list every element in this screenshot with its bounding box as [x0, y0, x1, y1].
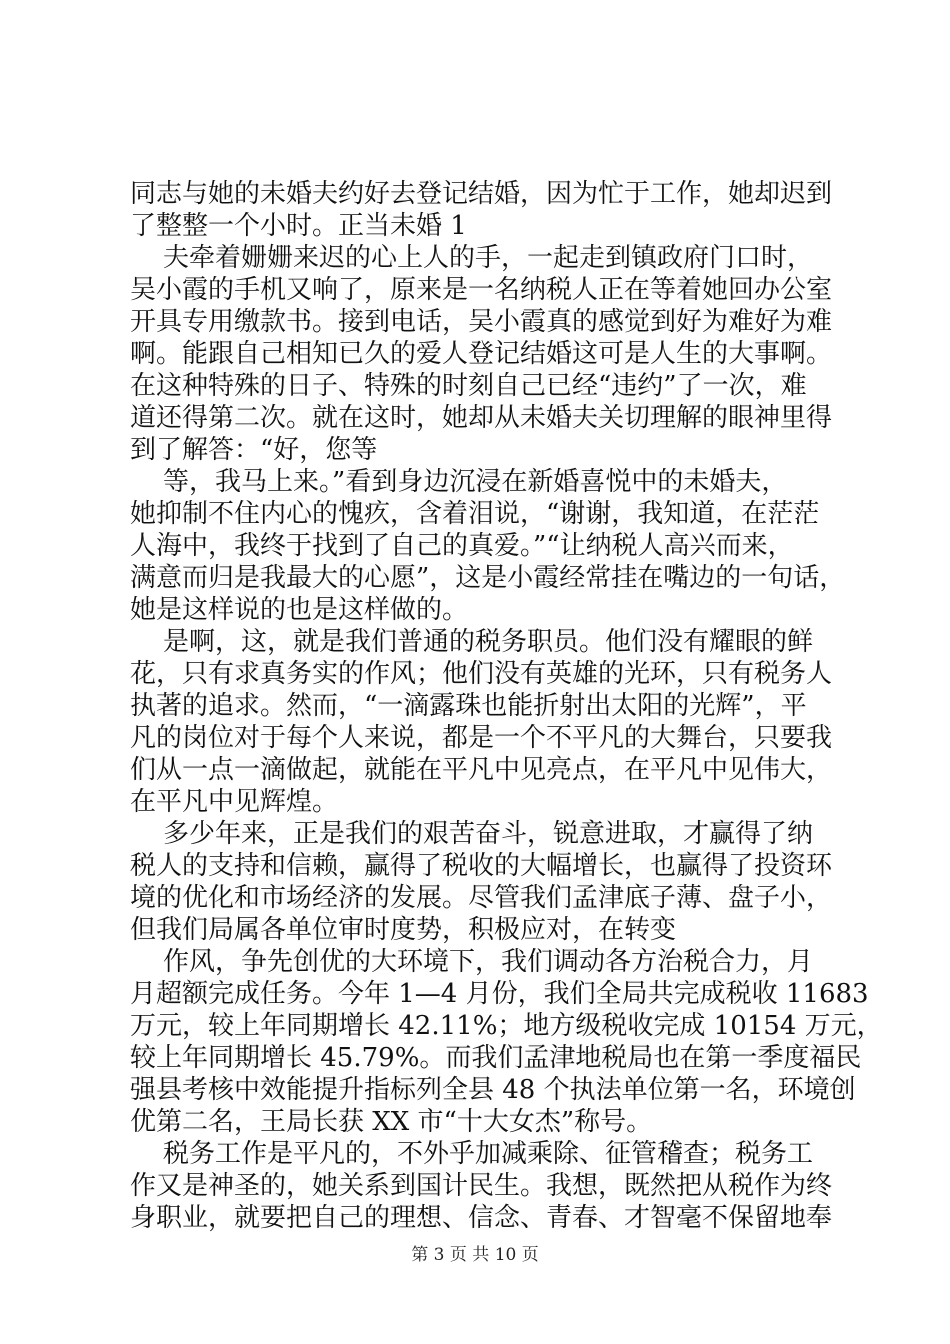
- text-line: 执著的追求。然而，“一滴露珠也能折射出太阳的光辉”，平: [130, 691, 807, 721]
- text-line: 她抑制不住内心的愧疚，含着泪说，“谢谢，我知道，在茫茫: [130, 499, 820, 529]
- body-text: [130, 178, 883, 1234]
- text-line: 同志与她的未婚夫约好去登记结婚，因为忙于工作，她却迟到: [130, 179, 833, 209]
- text-line: 花，只有求真务实的作风；他们没有英雄的光环，只有税务人: [130, 659, 833, 689]
- text-line: 优第二名，王局长获 XX 市“十大女杰”称号。: [130, 1107, 653, 1137]
- text-line: 境的优化和市场经济的发展。尽管我们孟津底子薄、盘子小，: [130, 883, 833, 913]
- text-line: 夫牵着姗姗来迟的心上人的手，一起走到镇政府门口时，: [130, 243, 814, 273]
- text-line: 在这种特殊的日子、特殊的时刻自己已经“违约”了一次，难: [130, 371, 807, 401]
- text-line: 强县考核中效能提升指标列全县 48 个执法单位第一名，环境创: [130, 1075, 856, 1105]
- text-line: 作又是神圣的，她关系到国计民生。我想，既然把从税作为终: [130, 1171, 833, 1201]
- text-line: 了整整一个小时。正当未婚 1: [130, 211, 467, 241]
- text-line: 等，我马上来。”看到身边沉浸在新婚喜悦中的未婚夫，: [130, 467, 788, 497]
- text-line: 税务工作是平凡的，不外乎加减乘除、征管稽查；税务工: [130, 1139, 814, 1169]
- text-line: 凡的岗位对于每个人来说，都是一个不平凡的大舞台，只要我: [130, 723, 833, 753]
- text-line: 人海中，我终于找到了自己的真爱。”“让纳税人高兴而来，: [130, 531, 794, 561]
- text-line: 身职业，就要把自己的理想、信念、青春、才智毫不保留地奉: [130, 1203, 833, 1233]
- text-line: 多少年来，正是我们的艰苦奋斗，锐意进取，才赢得了纳: [130, 819, 814, 849]
- text-line: 但我们局属各单位审时度势，积极应对，在转变: [130, 915, 677, 945]
- text-line: 啊。能跟自己相知已久的爱人登记结婚这可是人生的大事啊。: [130, 339, 833, 369]
- text-line: 万元，较上年同期增长 42.11%；地方级税收完成 10154 万元，: [130, 1011, 883, 1041]
- page-number: 第 3 页 共 10 页: [411, 1245, 539, 1265]
- text-line: 吴小霞的手机又响了，原来是一名纳税人正在等着她回办公室: [130, 275, 833, 305]
- text-line: 作风，争先创优的大环境下，我们调动各方治税合力，月: [130, 947, 814, 977]
- text-line: 月超额完成任务。今年 1—4 月份，我们全局共完成税收 11683: [130, 979, 869, 1009]
- text-line: 她是这样说的也是这样做的。: [130, 595, 469, 625]
- text-line: 税人的支持和信赖，赢得了税收的大幅增长，也赢得了投资环: [130, 851, 833, 881]
- text-line: 开具专用缴款书。接到电话，吴小霞真的感觉到好为难好为难: [130, 307, 833, 337]
- text-line: 到了解答：“好，您等: [130, 435, 378, 465]
- text-line: 们从一点一滴做起，就能在平凡中见亮点，在平凡中见伟大，: [130, 755, 833, 785]
- text-line: 较上年同期增长 45.79%。而我们孟津地税局也在第一季度福民: [130, 1043, 862, 1073]
- text-line: 道还得第二次。就在这时，她却从未婚夫关切理解的眼神里得: [130, 403, 833, 433]
- text-line: 在平凡中见辉煌。: [130, 787, 339, 817]
- text-line: 是啊，这，就是我们普通的税务职员。他们没有耀眼的鲜: [130, 627, 814, 657]
- text-line: 满意而归是我最大的心愿”，这是小霞经常挂在嘴边的一句话，: [130, 563, 846, 593]
